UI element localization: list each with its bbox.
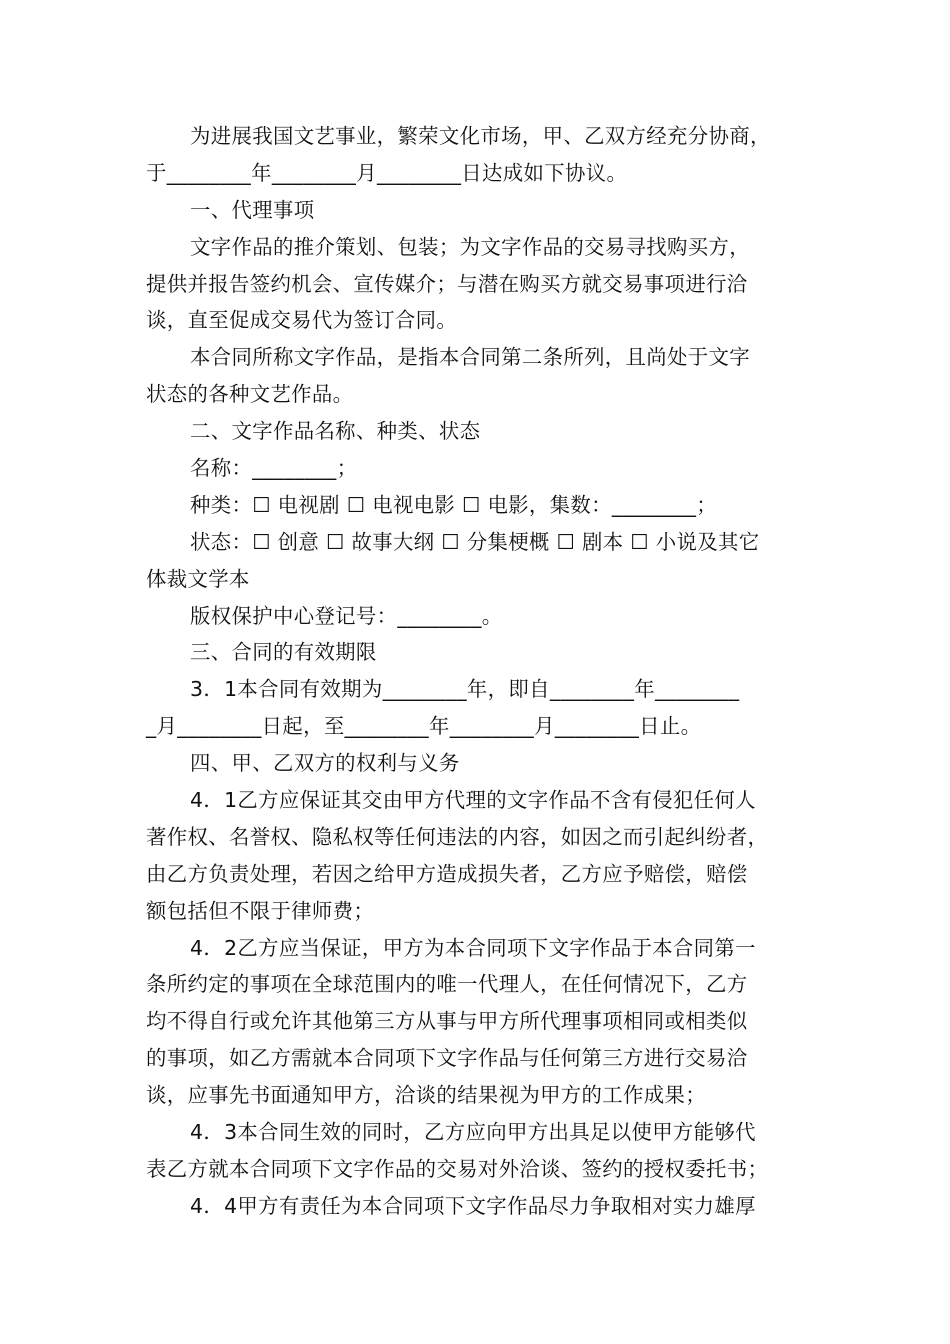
copyright-registration-line: 版权保护中心登记号：________。 bbox=[190, 603, 503, 628]
clause-4-1-line-3: 由乙方负责处理，若因之给甲方造成损失者，乙方应予赔偿，赔偿 bbox=[146, 861, 748, 886]
clause-4-1-line-4: 额包括但不限于律师费； bbox=[146, 898, 375, 923]
agency-paragraph-line-2: 提供并报告签约机会、宣传媒介；与潜在购买方就交易事项进行洽 bbox=[146, 271, 748, 296]
works-definition-line-1: 本合同所称文字作品，是指本合同第二条所列，且尚处于文字 bbox=[190, 345, 750, 370]
section-heading-term: 三、合同的有效期限 bbox=[190, 640, 377, 665]
work-name-line: 名称：________； bbox=[190, 456, 358, 481]
clause-4-1-line-1: 4．1乙方应保证其交由甲方代理的文字作品不含有侵犯任何人 bbox=[190, 788, 756, 813]
intro-paragraph-line-2: 于________年________月________日达成如下协议。 bbox=[146, 160, 628, 185]
term-clause-line-1: 3．1本合同有效期为________年，即自________年________ bbox=[190, 677, 740, 702]
intro-paragraph-line-1: 为进展我国文艺事业，繁荣文化市场，甲、乙双方经充分协商， bbox=[190, 124, 771, 148]
clause-4-4-line-1: 4．4甲方有责任为本合同项下文字作品尽力争取相对实力雄厚 bbox=[190, 1193, 756, 1218]
agency-paragraph-line-3: 谈，直至促成交易代为签订合同。 bbox=[146, 308, 458, 333]
clause-4-2-line-2: 条所约定的事项在全球范围内的唯一代理人，在任何情况下，乙方 bbox=[146, 972, 748, 997]
section-heading-rights-obligations: 四、甲、乙双方的权利与义务 bbox=[190, 751, 460, 776]
agency-paragraph-line-1: 文字作品的推介策划、包装；为文字作品的交易寻找购买方， bbox=[190, 234, 750, 259]
clause-4-2-line-1: 4．2乙方应当保证，甲方为本合同项下文字作品于本合同第一 bbox=[190, 935, 756, 960]
section-heading-agency-matters: 一、代理事项 bbox=[190, 197, 315, 222]
clause-4-3-line-1: 4．3本合同生效的同时，乙方应向甲方出具足以使甲方能够代 bbox=[190, 1120, 756, 1145]
work-status-line-1: 状态：☐ 创意 ☐ 故事大纲 ☐ 分集梗概 ☐ 剧本 ☐ 小说及其它 bbox=[190, 529, 760, 554]
clause-4-2-line-3: 均不得自行或允许其他第三方从事与甲方所代理事项相同或相类似 bbox=[146, 1009, 748, 1034]
clause-4-2-line-4: 的事项，如乙方需就本合同项下文字作品与任何第三方进行交易洽 bbox=[146, 1046, 748, 1071]
clause-4-1-line-2: 著作权、名誉权、隐私权等任何违法的内容，如因之而引起纠纷者， bbox=[146, 824, 769, 849]
work-type-line: 种类：☐ 电视剧 ☐ 电视电影 ☐ 电影，集数：________； bbox=[190, 492, 717, 517]
clause-4-3-line-2: 表乙方就本合同项下文字作品的交易对外洽谈、签约的授权委托书； bbox=[146, 1156, 769, 1181]
contract-text bbox=[146, 118, 811, 1225]
section-heading-work-info: 二、文字作品名称、种类、状态 bbox=[190, 419, 481, 444]
term-clause-line-2: _月________日起，至________年________月________日止。 bbox=[146, 714, 702, 739]
works-definition-line-2: 状态的各种文艺作品。 bbox=[146, 382, 354, 407]
clause-4-2-line-5: 谈，应事先书面通知甲方，洽谈的结果视为甲方的工作成果； bbox=[146, 1083, 706, 1108]
work-status-line-2: 体裁文学本 bbox=[146, 566, 250, 591]
